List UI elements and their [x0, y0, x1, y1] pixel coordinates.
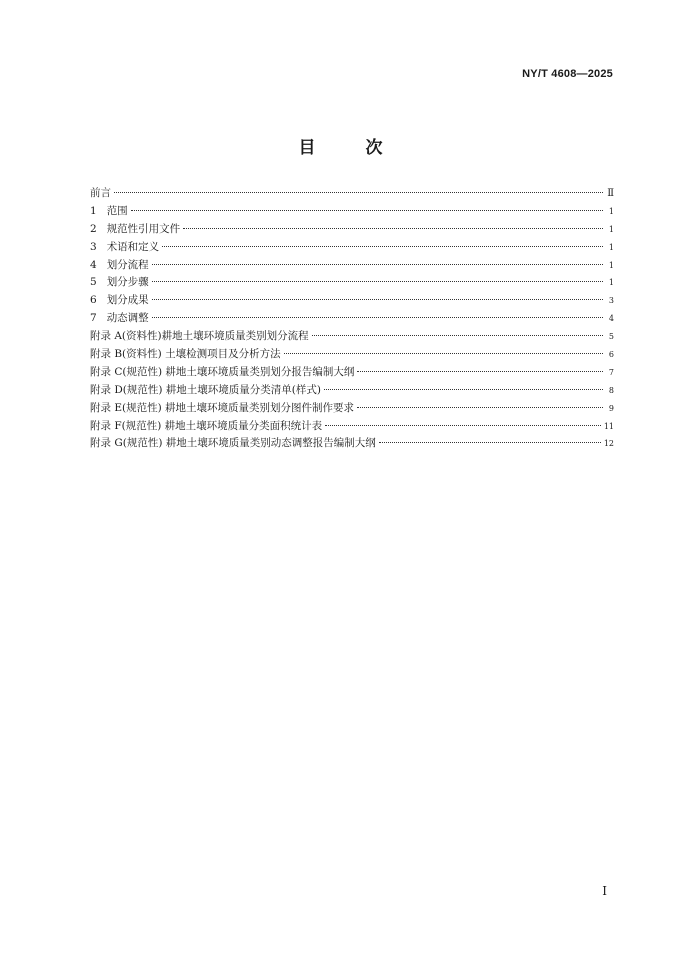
page-number: Ⅰ — [602, 884, 607, 898]
toc-entry-number: 4 — [90, 258, 97, 271]
dot-leader — [284, 353, 603, 354]
toc-entry[interactable] — [90, 203, 614, 221]
dot-leader — [152, 317, 603, 318]
toc-entry-text: 划分流程 — [106, 258, 149, 271]
toc-entry-page: 3 — [608, 296, 614, 306]
toc-entry-label — [90, 203, 128, 218]
toc-entry[interactable] — [90, 418, 614, 436]
toc-entry-text: 动态调整 — [106, 312, 149, 325]
dot-leader — [325, 425, 601, 426]
toc-entry-number: 2 — [90, 222, 97, 235]
toc-entry-label — [90, 346, 281, 361]
toc-entry-number: 7 — [90, 312, 97, 325]
toc-entry-text: 规范性引用文件 — [106, 222, 181, 235]
toc-entry-text: 附录 E(规范性) 耕地土壤环境质量类别划分图件制作要求 — [90, 401, 355, 414]
toc-entry-label — [90, 185, 111, 200]
toc-entry-page: 1 — [608, 206, 614, 216]
dot-leader — [152, 281, 603, 282]
toc-entry-text: 划分步骤 — [106, 276, 149, 289]
toc-entry-page: 1 — [608, 278, 614, 288]
toc-entry-text: 范围 — [106, 204, 128, 217]
toc-entry-label — [90, 418, 322, 433]
toc-entry-label — [90, 310, 149, 325]
toc-entry-label — [90, 221, 180, 236]
dot-leader — [379, 442, 601, 443]
toc-entry-page: 8 — [608, 385, 614, 395]
toc-entry-text: 前言 — [90, 187, 111, 199]
dot-leader — [312, 335, 603, 336]
toc-entry-label — [90, 364, 354, 379]
toc-entry-number: 1 — [90, 204, 97, 217]
toc-entry-label — [90, 257, 149, 272]
dot-leader — [357, 407, 603, 408]
toc-entry-text: 术语和定义 — [106, 240, 160, 253]
toc-entry-text: 附录 G(规范性) 耕地土壤环境质量类别动态调整报告编制大纲 — [90, 437, 376, 450]
toc-entry-text: 附录 C(规范性) 耕地土壤环境质量类别划分报告编制大纲 — [90, 365, 355, 378]
toc-entry-label — [90, 328, 309, 343]
toc-entry-page: 6 — [608, 350, 614, 360]
toc-entry-label — [90, 292, 149, 307]
toc-entry-text: 附录 F(规范性) 耕地土壤环境质量分类面积统计表 — [90, 419, 323, 432]
toc-entry[interactable] — [90, 274, 614, 292]
toc-entry-number: 5 — [90, 276, 97, 289]
table-of-contents — [90, 185, 614, 453]
toc-entry-page: 7 — [608, 367, 614, 377]
toc-entry-page: 1 — [608, 242, 614, 252]
toc-entry-page: 1 — [608, 260, 614, 270]
dot-leader — [131, 210, 603, 211]
toc-entry[interactable] — [90, 382, 614, 400]
toc-entry-page: Ⅱ — [607, 188, 614, 199]
toc-entry[interactable] — [90, 310, 614, 328]
dot-leader — [183, 228, 603, 229]
dot-leader — [324, 389, 603, 390]
standard-code: NY/T 4608—2025 — [522, 68, 613, 80]
toc-entry[interactable] — [90, 185, 614, 203]
toc-entry-page: 4 — [608, 314, 614, 324]
toc-entry-text: 附录 A(资料性)耕地土壤环境质量类别划分流程 — [90, 330, 309, 343]
dot-leader — [357, 371, 603, 372]
toc-entry-page: 1 — [608, 224, 614, 234]
toc-entry-text: 附录 B(资料性) 土壤检测项目及分析方法 — [90, 348, 281, 361]
toc-entry-label — [90, 435, 376, 450]
toc-entry[interactable] — [90, 364, 614, 382]
toc-entry[interactable] — [90, 435, 614, 453]
dot-leader — [152, 299, 603, 300]
toc-entry[interactable] — [90, 221, 614, 239]
toc-entry-page: 11 — [603, 421, 614, 431]
dot-leader — [152, 264, 603, 265]
toc-entry-page: 12 — [603, 439, 614, 449]
toc-entry-page: 9 — [608, 403, 614, 413]
dot-leader — [114, 192, 603, 193]
toc-entry[interactable] — [90, 257, 614, 275]
toc-entry[interactable] — [90, 239, 614, 257]
toc-entry-label — [90, 400, 354, 415]
toc-entry-text: 附录 D(规范性) 耕地土壤环境质量分类清单(样式) — [90, 383, 321, 396]
toc-entry-label — [90, 239, 159, 254]
toc-title: 目 次 — [298, 138, 405, 158]
toc-entry-label — [90, 274, 149, 289]
toc-entry-text: 划分成果 — [106, 294, 149, 307]
toc-entry[interactable] — [90, 346, 614, 364]
dot-leader — [162, 246, 603, 247]
toc-entry-number: 3 — [90, 240, 97, 253]
toc-entry-number: 6 — [90, 294, 97, 307]
toc-entry[interactable] — [90, 292, 614, 310]
toc-entry-label — [90, 382, 321, 397]
toc-entry-page: 5 — [608, 332, 614, 342]
toc-entry[interactable] — [90, 400, 614, 418]
toc-entry[interactable] — [90, 328, 614, 346]
